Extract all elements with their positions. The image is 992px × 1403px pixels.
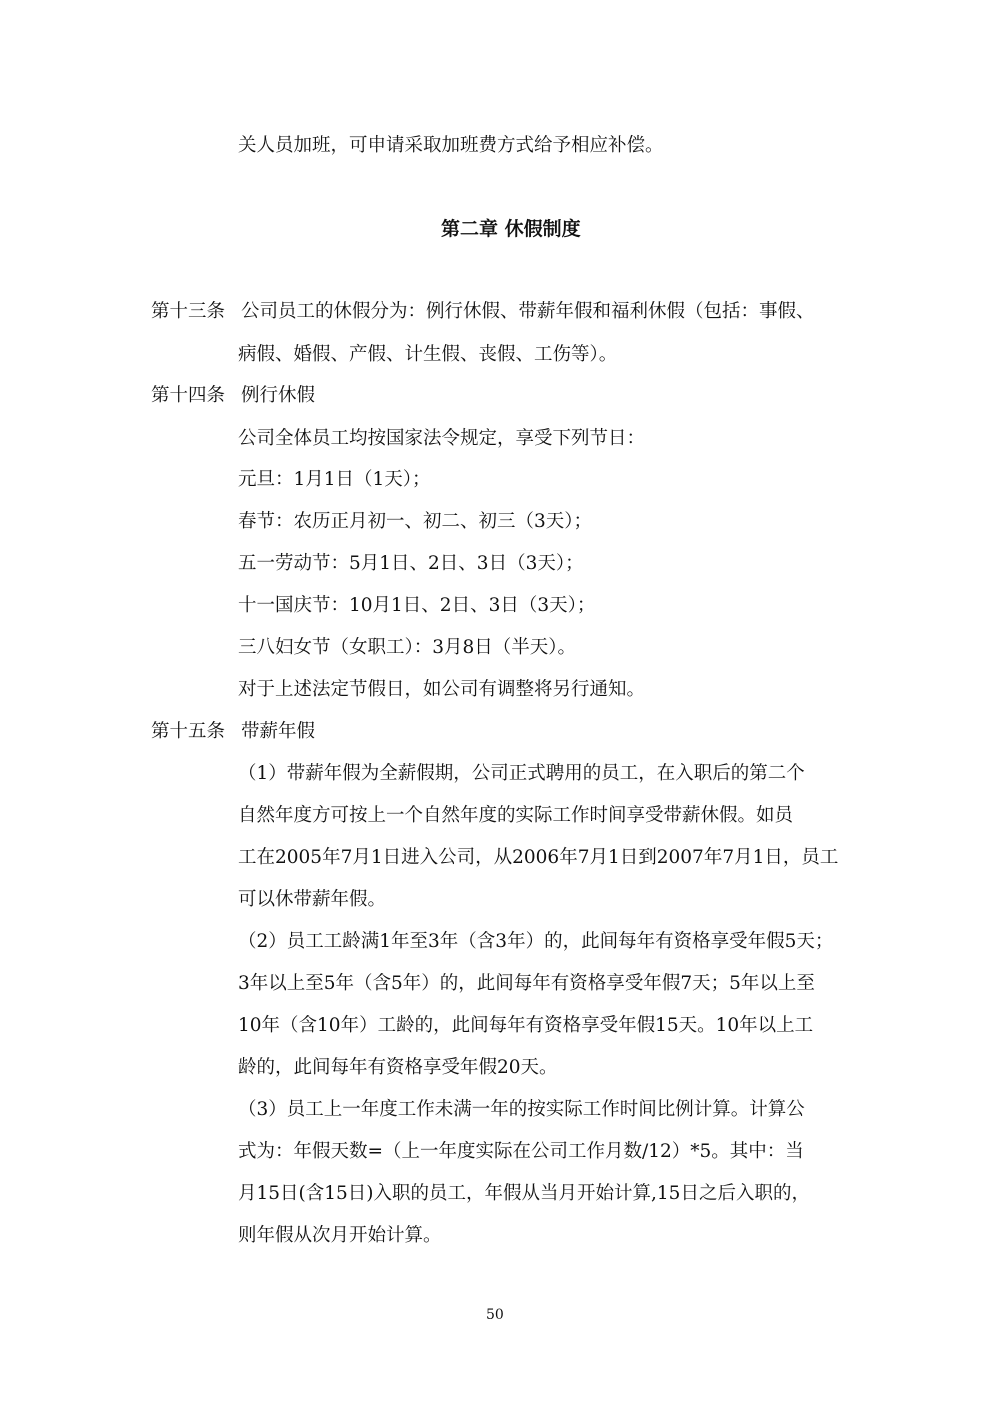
- article-15-label: 第十五条: [151, 721, 226, 742]
- paragraph-1-line-1: （1）带薪年假为全薪假期，公司正式聘用的员工，在入职后的第二个: [238, 763, 805, 784]
- article-13-label: 第十三条: [151, 301, 226, 322]
- page-number: 50: [486, 1307, 504, 1323]
- paragraph-1-line-4: 可以休带薪年假。: [238, 889, 387, 910]
- article-14-title: 例行休假: [241, 385, 316, 406]
- paragraph-3-line-1: （3）员工上一年度工作未满一年的按实际工作时间比例计算。计算公: [238, 1099, 805, 1120]
- paragraph-2-line-3: 10年（含10年）工龄的，此间每年有资格享受年假15天。10年以上工: [238, 1015, 814, 1036]
- paragraph-1-line-2: 自然年度方可按上一个自然年度的实际工作时间享受带薪休假。如员: [238, 805, 794, 826]
- holiday-womens-day: 三八妇女节（女职工）：3月8日（半天）。: [238, 637, 577, 658]
- article-14-note: 对于上述法定节假日，如公司有调整将另行通知。: [238, 679, 646, 700]
- paragraph-3-line-4: 则年假从次月开始计算。: [238, 1225, 442, 1246]
- article-14-label: 第十四条: [151, 385, 226, 406]
- article-13-line-1: 公司员工的休假分为：例行休假、带薪年假和福利休假（包括：事假、: [241, 301, 815, 322]
- paragraph-2-line-4: 龄的，此间每年有资格享受年假20天。: [238, 1057, 558, 1078]
- holiday-national-day: 十一国庆节：10月1日、2日、3日（3天）；: [238, 595, 596, 616]
- holiday-new-year: 元旦：1月1日（1天）；: [238, 469, 431, 490]
- article-13-line-2: 病假、婚假、产假、计生假、丧假、工伤等）。: [238, 344, 618, 365]
- continuation-text: 关人员加班，可申请采取加班费方式给予相应补偿。: [238, 135, 664, 156]
- paragraph-2-line-2: 3年以上至5年（含5年）的，此间每年有资格享受年假7天；5年以上至: [238, 973, 815, 994]
- paragraph-3-line-3: 月15日(含15日)入职的员工，年假从当月开始计算,15日之后入职的，: [238, 1183, 810, 1204]
- holiday-spring-festival: 春节：农历正月初一、初二、初三（3天）；: [238, 511, 593, 532]
- paragraph-1-line-3: 工在2005年7月1日进入公司，从2006年7月1日到2007年7月1日，员工: [238, 847, 839, 868]
- holiday-labor-day: 五一劳动节：5月1日、2日、3日（3天）；: [238, 553, 584, 574]
- article-15-title: 带薪年假: [241, 721, 316, 742]
- article-14-intro: 公司全体员工均按国家法令规定，享受下列节日：: [238, 428, 646, 449]
- chapter-title: 第二章 休假制度: [441, 218, 581, 240]
- paragraph-3-line-2: 式为：年假天数=（上一年度实际在公司工作月数/12）*5。其中：当: [238, 1141, 804, 1162]
- paragraph-2-line-1: （2）员工工龄满1年至3年（含3年）的，此间每年有资格享受年假5天；: [238, 931, 834, 952]
